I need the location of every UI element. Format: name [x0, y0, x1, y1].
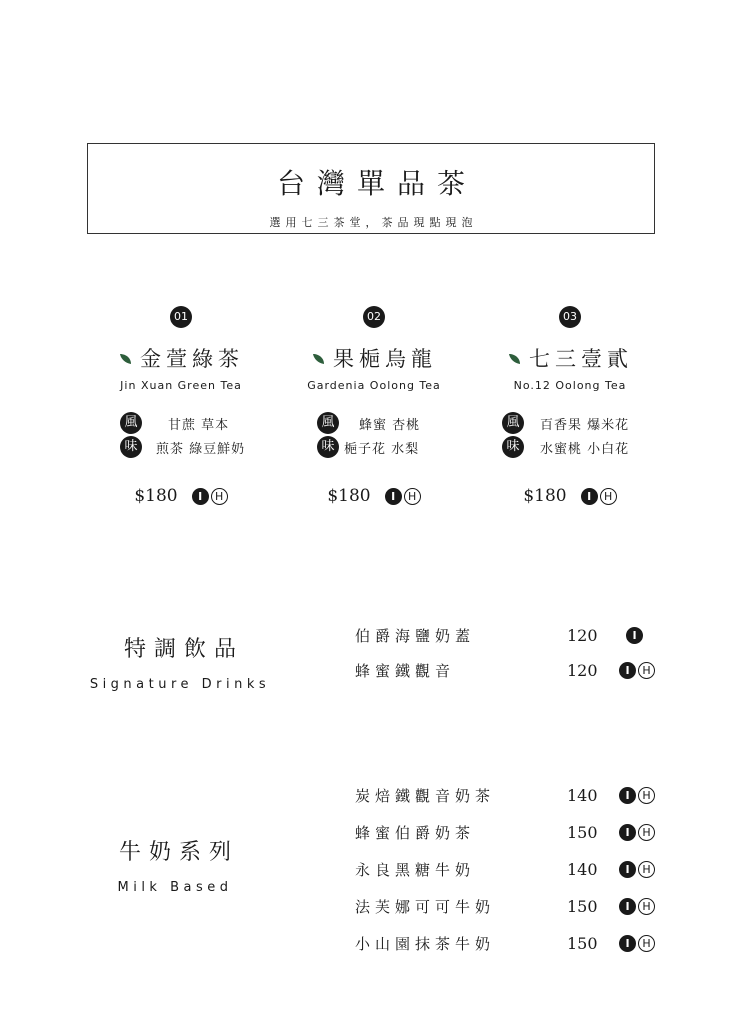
- tea-price: $180: [134, 486, 178, 506]
- hot-icon: H: [404, 488, 421, 505]
- tea-price: $180: [327, 486, 371, 506]
- flavor-badge: 風: [502, 412, 524, 434]
- iced-icon: I: [581, 488, 598, 505]
- item-price: 150: [567, 933, 598, 953]
- section-title-zh: 牛奶系列: [118, 840, 239, 865]
- item-price: 120: [567, 660, 598, 680]
- hot-icon: H: [638, 898, 655, 915]
- iced-icon: I: [385, 488, 402, 505]
- tea-card-01: [71, 306, 291, 506]
- hot-icon: H: [638, 787, 655, 804]
- tea-english-name: Jin Xuan Green Tea: [120, 379, 242, 392]
- flavor-notes: [264, 412, 484, 458]
- item-name: 蜂蜜鐵觀音: [355, 661, 456, 680]
- signature-section-title: [80, 632, 280, 692]
- iced-icon: I: [619, 898, 636, 915]
- tea-english-name: Gardenia Oolong Tea: [307, 379, 441, 392]
- section-title-en: Milk Based: [117, 880, 233, 895]
- item-price: 120: [567, 625, 598, 645]
- page-subtitle: 選用七三茶堂，茶品現點現泡: [269, 216, 478, 229]
- hot-icon: H: [638, 824, 655, 841]
- flavor-badge: 風: [120, 412, 142, 434]
- flavor-line-1: 百香果 爆米花: [540, 417, 630, 433]
- section-title-zh: 特調飲品: [123, 637, 244, 662]
- hot-icon: H: [211, 488, 228, 505]
- leaf-icon: [118, 350, 134, 366]
- menu-item: [355, 658, 665, 682]
- tea-card-03: [460, 306, 680, 506]
- item-price: 150: [567, 896, 598, 916]
- flavor-notes: [71, 412, 291, 458]
- hot-icon: H: [638, 662, 655, 679]
- iced-icon: I: [619, 662, 636, 679]
- flavor-line-1: 蜂蜜 杏桃: [359, 417, 421, 433]
- hot-icon: H: [638, 935, 655, 952]
- menu-item: [355, 894, 665, 918]
- flavor-line-2: 煎茶 綠豆鮮奶: [156, 441, 246, 457]
- item-name: 永良黑糖牛奶: [355, 860, 476, 879]
- taste-badge: 味: [317, 436, 339, 458]
- tea-price: $180: [523, 486, 567, 506]
- menu-item: [355, 783, 665, 807]
- item-name: 小山園抹茶牛奶: [355, 934, 496, 953]
- hot-icon: H: [600, 488, 617, 505]
- leaf-icon: [311, 350, 327, 366]
- menu-header: [87, 143, 655, 234]
- milk-section-title: [75, 835, 275, 895]
- item-name: 法芙娜可可牛奶: [355, 897, 496, 916]
- menu-item: [355, 623, 665, 647]
- iced-icon: I: [619, 861, 636, 878]
- item-price: 140: [567, 859, 598, 879]
- tea-number: 02: [363, 306, 385, 328]
- iced-icon: I: [626, 627, 643, 644]
- tea-number: 03: [559, 306, 581, 328]
- iced-icon: I: [619, 935, 636, 952]
- item-price: 150: [567, 822, 598, 842]
- item-name: 炭焙鐵觀音奶茶: [355, 786, 496, 805]
- tea-name: 七三壹貳: [529, 347, 633, 371]
- item-name: 蜂蜜伯爵奶茶: [355, 823, 476, 842]
- flavor-notes: [460, 412, 680, 458]
- iced-icon: I: [619, 824, 636, 841]
- tea-name: 金萱綠茶: [140, 347, 244, 371]
- taste-badge: 味: [502, 436, 524, 458]
- tea-english-name: No.12 Oolong Tea: [513, 379, 627, 392]
- leaf-icon: [507, 350, 523, 366]
- tea-card-02: [264, 306, 484, 506]
- menu-item: [355, 931, 665, 955]
- taste-badge: 味: [120, 436, 142, 458]
- tea-number: 01: [170, 306, 192, 328]
- flavor-badge: 風: [317, 412, 339, 434]
- hot-icon: H: [638, 861, 655, 878]
- tea-name: 果梔烏龍: [333, 347, 437, 371]
- page-title: 台灣單品茶: [276, 167, 477, 200]
- item-price: 140: [567, 785, 598, 805]
- flavor-line-2: 水蜜桃 小白花: [540, 441, 630, 457]
- flavor-line-1: 甘蔗 草本: [168, 417, 230, 433]
- iced-icon: I: [619, 787, 636, 804]
- menu-item: [355, 820, 665, 844]
- flavor-line-2: 梔子花 水梨: [344, 441, 420, 457]
- item-name: 伯爵海鹽奶蓋: [355, 626, 476, 645]
- section-title-en: Signature Drinks: [89, 677, 271, 692]
- menu-item: [355, 857, 665, 881]
- iced-icon: I: [192, 488, 209, 505]
